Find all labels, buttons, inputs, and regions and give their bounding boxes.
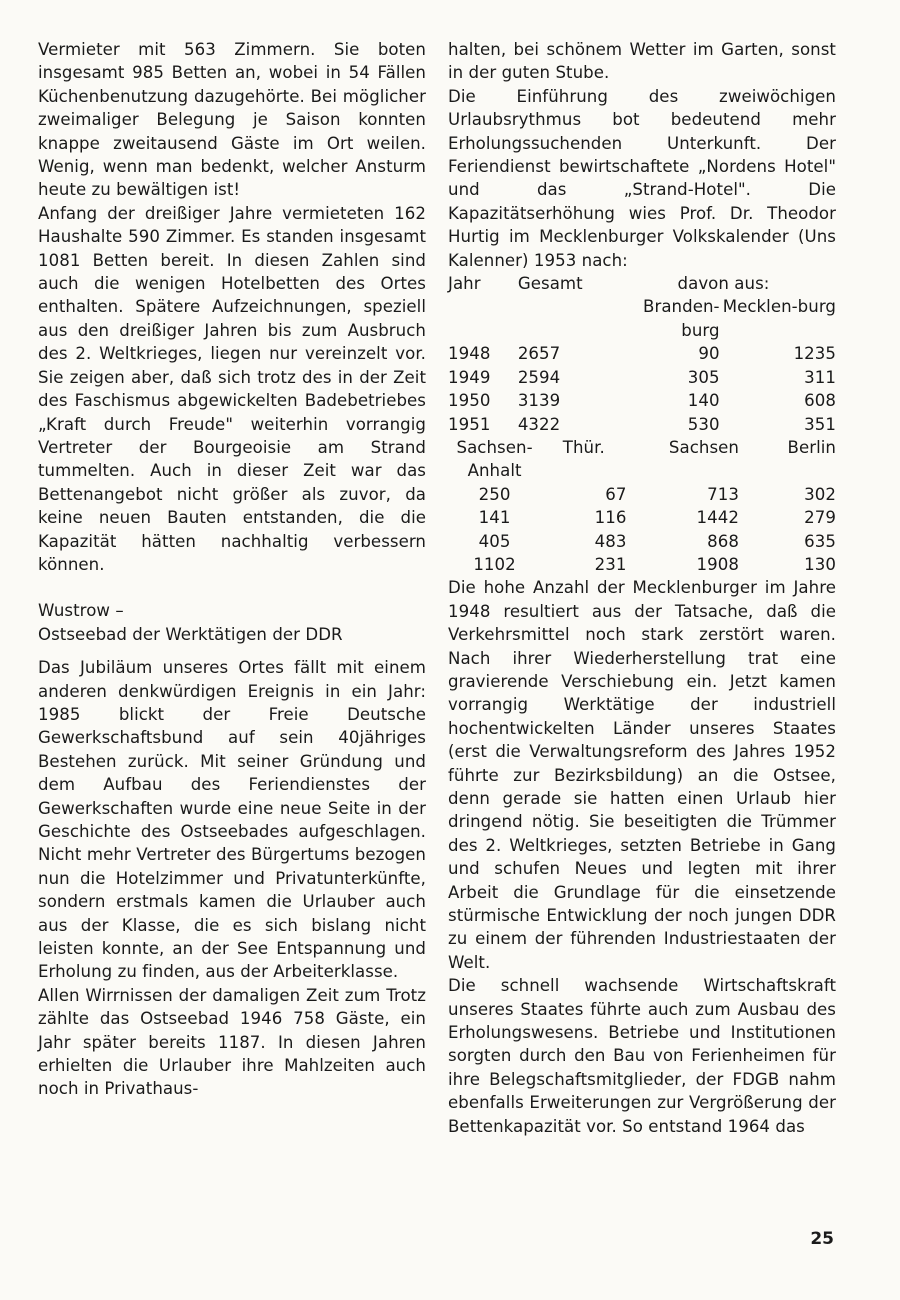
table-cell: 279 (804, 508, 836, 528)
table-header-cell: Thür. (562, 437, 605, 457)
table-header-cell: Sachsen (668, 437, 739, 457)
paragraph: Die Einführung des zweiwöchigen Urlaubsrythmus bot bedeutend mehr Erholungssuchenden Unterkunft. Der Feriendienst bewirtschaftete „Nordens Hotel" und das „Strand-Hotel". Die Kapazitätserhöhung wies Prof. Dr. Theodor Hurtig im Mecklenburger Volkskalender (Uns Kalenner) 1953 nach: (448, 86, 836, 270)
table-cell: 1948 (448, 344, 491, 364)
paragraph: Die hohe Anzahl der Mecklenburger im Jahre 1948 resultiert aus der Tatsache, daß die Verkehrsmittel noch stark zerstört waren. Nach ihrer Wiederherstellung trat eine gravierende Verschiebung ein. Jetzt kamen vorrangig Werktätige der industriell hochentwickelten Länder unseres Staates (erst die Verwaltungsreform des Jahres 1952 führte zur Bezirksbildung) an die Ostsee, denn gerade sie hatten einen Urlaub hier dringend nötig. Sie beseitigten die Trümmer des 2. Weltkrieges, setzten Betriebe in Gang und schufen Neues und legten mit ihrer Arbeit die Grundlage für die einsetzende stürmische Entwicklung der noch jungen DDR zu einem der führenden Industriestaaten der Welt. (448, 578, 836, 972)
table-cell: 116 (594, 508, 627, 528)
table-row (448, 413, 836, 436)
table-cell: 250 (478, 484, 511, 504)
guest-statistics-table (448, 272, 836, 436)
table-cell: 2594 (517, 367, 561, 387)
table-cell: 4322 (517, 414, 561, 434)
table-header-row (448, 436, 836, 483)
table-header-cell: Mecklen-burg (722, 297, 836, 317)
section-heading-line-1: Wustrow – (38, 601, 124, 621)
table-cell: 1951 (448, 414, 491, 434)
table-cell: 608 (804, 391, 836, 411)
table-row (448, 506, 836, 529)
table-cell: 130 (804, 554, 836, 574)
paragraph: Anfang der dreißiger Jahre vermieteten 162 Haushalte 590 Zimmer. Es standen insgesamt 1081 Betten bereit. In diesen Zahlen sind auch die wenigen Hotelbetten des Ortes enthalten. Spätere Aufzeichnungen, speziell aus den dreißiger Jahren bis zum Ausbruch des 2. Weltkrieges, liegen nur vereinzelt vor. Sie zeigen aber, daß sich trotz des in der Zeit des Faschismus abgewickelten Badebetriebes „Kraft durch Freude" weiterhin vorrangig Vertreter der Bourgeoisie am Strand tummelten. Auch in dieser Zeit war das Bettenangebot nicht größer als zuvor, da keine neuen Bauten entstanden, die die Kapazität hätten nachhaltig verbessern können. (38, 203, 426, 574)
table-cell: 713 (707, 484, 739, 504)
table-cell: 311 (804, 367, 836, 387)
table-cell: 1950 (448, 391, 491, 411)
table-row (448, 342, 836, 365)
table-header-cell: Jahr (448, 274, 481, 294)
paragraph: Allen Wirrnissen der damaligen Zeit zum Trotz zählte das Ostseebad 1946 758 Gäste, ein Jahr später bereits 1187. In diesen Jahren erhielten die Urlauber ihre Mahlzeiten auch noch in Privathaus- (38, 985, 426, 1099)
table-row (448, 553, 836, 576)
table-header-cell: Sachsen-Anhalt (456, 437, 533, 481)
paragraph: halten, bei schönem Wetter im Garten, sonst in der guten Stube. (448, 40, 836, 83)
table-cell: 141 (478, 508, 511, 528)
table-row (448, 483, 836, 506)
table-header-cell: Berlin (787, 437, 836, 457)
table-cell: 67 (605, 484, 627, 504)
table-cell: 231 (594, 554, 627, 574)
right-column (448, 38, 836, 1138)
table-cell: 1442 (696, 508, 739, 528)
table-cell: 140 (687, 391, 720, 411)
section-heading-line-2: Ostseebad der Werktätigen der DDR (38, 624, 343, 644)
table-cell: 1235 (793, 344, 836, 364)
table-header-cell: Gesamt (517, 274, 583, 294)
table-row (448, 389, 836, 412)
table-cell: 351 (804, 414, 836, 434)
table-cell: 305 (687, 367, 720, 387)
table-header-cell: Branden-burg (643, 297, 720, 340)
table-row (448, 530, 836, 553)
table-cell: 1102 (473, 554, 516, 574)
guest-statistics-table-continued (448, 436, 836, 576)
table-cell: 483 (594, 531, 627, 551)
table-header-cell: davon aus: (677, 274, 770, 294)
left-column (38, 38, 426, 1101)
paragraph: Die schnell wachsende Wirtschaftskraft unseres Staates führte auch zum Ausbau des Erholungswesens. Betriebe und Institutionen sorgten durch den Bau von Ferienheimen für ihre Belegschaftsmitglieder, der FDGB nahm ebenfalls Erweiterungen zur Vergrößerung der Bettenkapazität vor. So entstand 1964 das (448, 976, 836, 1136)
table-header-row (448, 295, 836, 342)
paragraph: Das Jubiläum unseres Ortes fällt mit einem anderen denkwürdigen Ereignis in ein Jahr: 1985 blickt der Freie Deutsche Gewerkschaftsbund auf sein 40jähriges Bestehen zurück. Mit seiner Gründung und dem Aufbau des Feriendienstes der Gewerkschaften wurde eine neue Seite in der Geschichte des Ostseebades aufgeschlagen. Nicht mehr Vertreter des Bürgertums bezogen nun die Hotelzimmer und Privatunterkünfte, sondern erstmals kamen die Urlauber auch aus der Klasse, die es sich bislang nicht leisten konnte, an der See Entspannung und Erholung zu finden, aus der Arbeiterklasse. (38, 658, 426, 982)
page-number: 25 (810, 1229, 834, 1249)
table-cell: 405 (478, 531, 511, 551)
table-cell: 1908 (696, 554, 739, 574)
paragraph: Vermieter mit 563 Zimmern. Sie boten insgesamt 985 Betten an, wobei in 54 Fällen Küchenbenutzung dazugehörte. Bei möglicher zweimaliger Belegung je Saison konnten knappe zweitausend Gäste im Ort weilen. Wenig, wenn man bedenkt, welcher Ansturm heute zu bewältigen ist! (38, 40, 426, 200)
table-row (448, 366, 836, 389)
table-cell: 1949 (448, 367, 491, 387)
table-cell: 302 (804, 484, 836, 504)
table-cell: 90 (698, 344, 720, 364)
table-header-row (448, 272, 836, 295)
table-cell: 3139 (517, 391, 561, 411)
table-cell: 530 (687, 414, 720, 434)
table-cell: 2657 (517, 344, 561, 364)
table-cell: 635 (804, 531, 836, 551)
table-cell: 868 (707, 531, 739, 551)
